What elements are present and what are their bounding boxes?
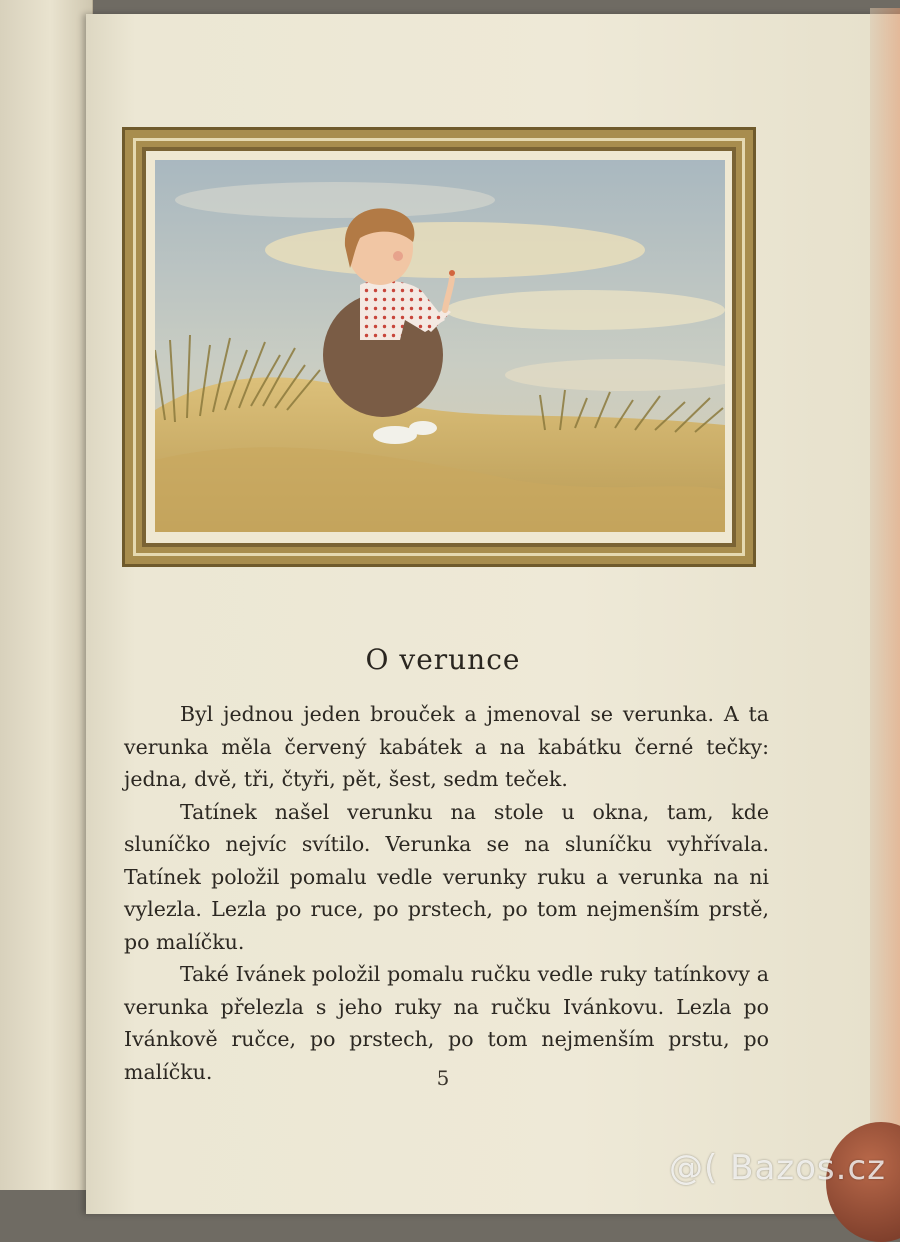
paragraph: Byl jednou jeden brouček a jmenoval se verunka. A ta verunka měla červený kabátek a na kabátku černé tečky: jedna, dvě, tři, čtyři, pět, šest, sedm teček. bbox=[124, 702, 769, 791]
illustration bbox=[155, 160, 725, 532]
story-text bbox=[124, 698, 769, 1088]
left-page bbox=[0, 0, 93, 1190]
paragraph: Také Ivánek položil pomalu ručku vedle ruky tatínkovy a verunka přelezla s jeho ruky na ručku Ivánkovu. Lezla po Ivánkově ručce, po prstech, po tom nejmenším prstu, po malíčku. bbox=[124, 962, 769, 1084]
watermark: @( Bazos.cz bbox=[669, 1148, 886, 1188]
child-on-dune-picture bbox=[155, 160, 725, 532]
chapter-title: O verunce bbox=[365, 643, 521, 676]
cover-edge bbox=[870, 8, 900, 1208]
paragraph: Tatínek našel verunku na stole u okna, tam, kde sluníčko nejvíc svítilo. Verunka se na sluníčku vyhřívala. Tatínek položil pomalu vedle verunky ruku a verunka na ni vylezla. Lezla po ruce, po prstech, po tom nejmenším prstě, po malíčku. bbox=[124, 799, 769, 954]
page-number: 5 bbox=[436, 1066, 450, 1090]
